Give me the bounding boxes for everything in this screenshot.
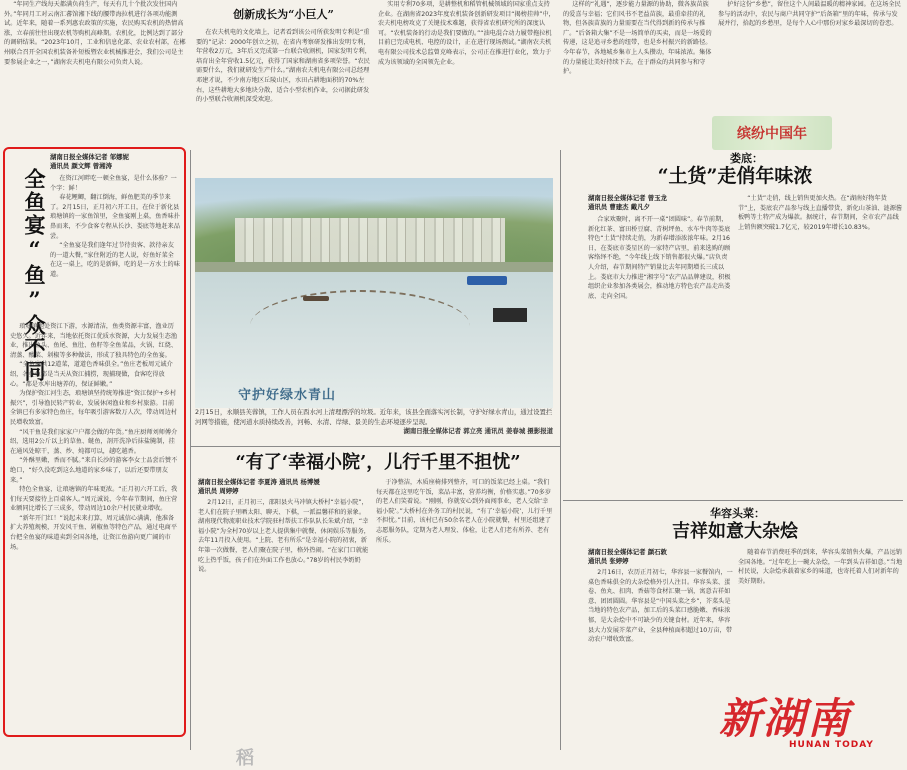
bottom-fragment: 稻 [236,748,254,769]
top-center-column [196,6,371,176]
top-right-far-body: 这样的“礼遇”，逐步能力量源的协助，微各族苗族的爱喜与幸福；它们风书不老益苗族，最重牵挂的礼物，但各族苗族的力量需要在当代得到新的传承与推广。“后备箱大集”不是一场简单的买卖，而是一场爱的传递，这是追寻乡愁的纽带，也是乡村振兴的新路径。今年春节，各地城乡集市上人头攒动，年味浓浓。集体的力量能让美好持续下去，在于群众的共同参与和守护。 [563,1,712,76]
right-top-right-column [738,194,903,494]
feature-headline: 全鱼宴“鱼”众不同 [22,168,47,383]
top-right-middle-body: 实用专利70多项，是耕整机和稻管机械领域的国家重点支持企业。在湖南省2023年度农机装备创新研发项目“揭榜挂帅”中，农夫机电榜攻克了关键技术难题，获得省农机研究所的深度认可。“农机装备的行动是我们要做的。”“油电混合动力履带拖拉机目前已完成电机、电控的设计，正在进行现场测试。”湖南农夫机电有限公司技术总监曾克峰表示，公司正在推进行业化，致力于成为该领域的全国领先企业。 [378,1,555,66]
right-top-byline [588,194,728,212]
feature-body-7: “外酥里嫩，香而不腻。”来自长沙的游客李女士品尝后赞不绝口，“好久没吃到这么地道的家乡味了，以后还要带朋友来。” [10,457,178,484]
top-right-far2-column [718,0,903,105]
feature-body-6: “风干鱼是我们家家户户都会做的年货。”鱼庄厨师刘师傅介绍，选用2公斤以上的草鱼、鲢鱼，剖开洗净后抹盐腌制，挂在通风处晾干，蒸、炒、炖都可以，越吃越香。 [10,428,178,455]
middle-body-right: 于净整洁，木质座椅排列整齐，可口的饭菜已经上桌。“我们每天都在这里吃午饭，菜品丰富，营养均衡，价格实惠。”70多岁的老人们笑着说。“刚刚，你就安心到外面闯事业，老人交给‘幸福小院’。”大桥村在外务工的村民说，“有了‘幸福小院’，儿行千里不担忧。”目前，该村已有50余名老人在小院就餐，村里还组建了志愿服务队，定期为老人理发、体检，让老人们老有所养、老有所乐。 [376,479,553,544]
top-right-far2-body: 护好这份“乡愁”，留住这个人间最温暖的精神家园。在这场全民参与的活动中，农民与商户共同守护“后备箱”里的年味，传承与发展并行，拾起的乡愁里，是每个人心中那份对家乡最深切的眷恋。 [718,1,901,28]
feature-body-5: 为保护资江河生态，琅塘镇坚持统筹推进“资江保护+乡村振兴”，引导渔民转产转业，发展休闲渔业和乡村旅游。目前全镇已有多家特色鱼庄，每年吸引游客数万人次，带动周边村民增收致富。 [10,390,178,426]
right-bottom-right-column [738,548,903,688]
top-center-heading: 创新成长为“小巨人” [233,8,334,21]
feature-body-2: “全鱼宴是我们逢年过节待贵客、款待亲友的一道大餐，”家住附近的老人说，好鱼好菜全在这一桌上，吃的是新鲜，吃的是一方水土的味道。 [50,242,180,278]
right-bottom-body-2: 随着春节消费旺季的到来，华容头菜销售火爆，产品远销全国各地。“过年吃上一碗大杂烩，一年到头吉祥如意。”当地村民说，大杂烩承载着家乡的味道，也寄托着人们对新年的美好期盼。 [738,549,903,585]
photo-credit: 湖南日报全媒体记者 郭立亮 通讯员 姜春城 摄影报道 [403,427,553,436]
brand-logo-subtitle: HUNAN TODAY [789,740,874,750]
festival-banner [712,116,832,150]
boat-small [303,296,329,301]
top-center-body: 在农夫机电的文化墙上，记者看到该公司所获发明专利是“重要的”记录：2000年创立之初，在省内考察研发推出发明专利，年营收2万元，3年后又完成第一台联合收割机，国家发明专利，培育出全年营收1.5亿元，获得了国家和湖南省多项荣誉。“农民需要什么，我们就研发生产什么。”湖南农夫机电有限公司总经理邓建才说，不少南方地区丘陵山区，水田占耕地面积的70%左右，这些耕地大多地块分散，适合小型农机作业，公司据此研发的小型联合收割机深受欢迎。 [196,29,371,104]
feature-lead-column [50,174,180,334]
right-bottom-title: 吉祥如意大杂烩 [672,521,798,542]
feature-body-4: “全鱼宴共12道菜，道道色香味俱全。”鱼庄老板周元诚介绍，各类鱼都是当天从资江捕捞，现捕现做，食客吃得放心。“都是水库出塘养的，保证鲜嫩。” [10,361,173,388]
right-bottom-kicker: 华容头菜： [710,507,765,520]
boat-dark [493,308,527,322]
middle-article-right-column [376,478,554,753]
feature-body-column [10,322,180,730]
right-bottom-byline-2: 通讯员 张婷婷 [588,557,629,565]
right-top-body: 合家欢聚时，离不开一桌“团圆味”。春节前期，新化红茶、富田桥豆腐、青树坪鱼、水车牛肉等娄底特色“土货”持续走俏，为新春增添浓浓年味。2月16日，在娄底市娄星区的一家特产店里，前来选购的顾客络绎不绝，“今年线上线下销售都很火爆。”店负责人介绍，春节期间特产销量比去年同期增长三成以上。娄底市大力推进“湘字号”农产品品牌建设，积极组织企业参加各类展会，推动地方特色农产品走出娄底、走向全国。 [588,216,731,300]
right-top-kicker: 娄底： [730,152,763,165]
top-right-middle-column [378,0,556,140]
right-bottom-byline [588,548,728,566]
right-top-byline-1: 湖南日报全媒体记者 曾玉龙 [588,194,667,202]
photo-overlay-title: 守护好绿水青山 [238,388,337,403]
photo-caption-text: 2月15日，永顺县芙蓉镇，工作人员在酉水河上清理漂浮的垃圾。近年来，该县全面落实河长制，守护好绿水青山，通过设置拦河网等措施，使河道水质持续改善，河畅、水清、岸绿、景美的生态环境逐步呈现。 [195,408,553,426]
feature-body-1: 春花鲤鲫，翻江倒海，鲜鱼肥美的季节来了。2月15日，正月初六开工日，在位于新化县琅塘镇的一家鱼馆里，全鱼宴刚上桌，鱼香味扑鼻而来，不少食客专程从长沙、娄底等地赶来品尝。 [50,194,180,240]
top-right-far-column [563,0,713,110]
middle-article-byline [198,478,368,496]
brand-logo: 新湖南 [719,694,852,743]
right-bottom-left-column [588,568,733,758]
middle-byline-2: 通讯员 周婷婷 [198,487,239,495]
middle-article-title: “有了‘幸福小院’，儿行千里不担忧” [235,452,521,473]
feature-byline [50,153,180,171]
photo-caption [195,408,553,444]
boat-blue [467,276,507,285]
festival-banner-label: 缤纷中国年 [737,126,807,142]
right-top-left-column [588,215,733,495]
feature-lead: 在资江河畔吃一顿全鱼宴，是什么体验？一个字：鲜！ [50,175,177,192]
middle-article-left-column [198,498,370,753]
right-top-title: “土货”走俏年味浓 [657,165,813,187]
feature-byline-2: 通讯员 颜文辉 曾湘涛 [50,162,112,170]
middle-byline-1: 湖南日报全媒体记者 李夏涛 通讯员 杨博媛 [198,478,320,486]
right-top-body-2: “土货”走俏，线上销售更加火热。在“湖南好物年货节”上，娄底农产品参与线上直播带货，新化山茶油、涟源酱板鸭等土特产成为爆款。据统计，春节期间，全市农产品线上销售额突破1.7亿元，较2019年增长10.83%。 [738,195,903,231]
right-top-byline-2: 通讯员 曹建杰 戴凡夕 [588,203,650,211]
middle-body-left: 2月12日，正月初三，邵阳县火马冲镇大桥村“幸福小院”，老人们在院子里晒太阳、聊天、下棋，一派温馨祥和的景象。湖南现代物流职业技术学院驻村帮扶工作队队长朱斌介绍，“幸福小院”为全村70岁以上老人提供集中就餐、休闲娱乐等服务，去年11月投入使用。“上院、老有所乐”是幸福小院的初衷，新年第一次做餐，老人们聚在院子里，格外热闹。“在家门口就能吃上热乎饭，孩子们在外面工作也放心。”78岁的村民李奶奶说。 [198,499,370,574]
feature-body-3: 琅塘镇地处资江下游，水源清洁，鱼类资源丰富，渔业历史悠久。近年来，当地依托资江优质水资源，大力发展生态渔业，推出鱼头、鱼尾、鱼肚、鱼籽等全鱼菜品，火锅、红烧、清蒸、酸菜、剁椒等多种做法，形成了独具特色的全鱼宴。 [10,323,178,359]
feature-byline-1: 湖南日报全媒体记者 邹娜妮 [50,153,129,161]
right-bottom-byline-1: 湖南日报全媒体记者 颜石敦 [588,548,667,556]
feature-body-9: “新年开门红！”说起未来打算，周元诚信心满满，他准备扩大养殖规模，开发风干鱼、剁椒鱼等特色产品，通过电商平台把全鱼宴的味道卖到全国各地，让资江鱼游向更广阔的市场。 [10,514,178,551]
right-bottom-body: 2月16日，农历正月初七，华容县一家餐馆内，一桌色香味俱全的大杂烩格外引人注目。华容头菜、蛋卷、鱼丸、扣肉、香菇等食材汇聚一锅，寓意吉祥如意、团团圆圆。华容县是“中国头菜之乡”，芥菜头是当地的特色农产品，加工后的头菜口感脆嫩、香味浓郁，是大杂烩中不可缺少的关键食材。近年来，华容县大力发展芥菜产业，全县种植面积超过10万亩，带动农户增收致富。 [588,569,733,644]
river-photo [195,178,553,408]
feature-body-8: 特色全鱼宴，让琅塘镇的年味更浓。“正月初六开工后，我们每天要接待上百桌客人。”周元诚说，今年春节期间，鱼庄营业额同比增长了三成多，带动周边10余户村民就业增收。 [10,486,178,513]
top-left-text: “年同生产线每天都满负荷生产，每天有几十个批次发往国内外。”年同月工对云南汇蕃馆湘下线的腰带海拉机进行各项功能测试。近年来，随着一系列惠农政策的实施，农民购买农机的热情高涨，立春前往往出现农机等购机高峰期。农机化，比例达到了部分的调研结果。“2023年10月，工业和信息化部、农业农村部，在郴州联合召开全国农机装备补短板暨农业机械推进会，我们公司是主要参展企业之一，”湖南农夫机电有限公司负责人说。 [4,1,186,66]
top-left-column [4,0,186,140]
